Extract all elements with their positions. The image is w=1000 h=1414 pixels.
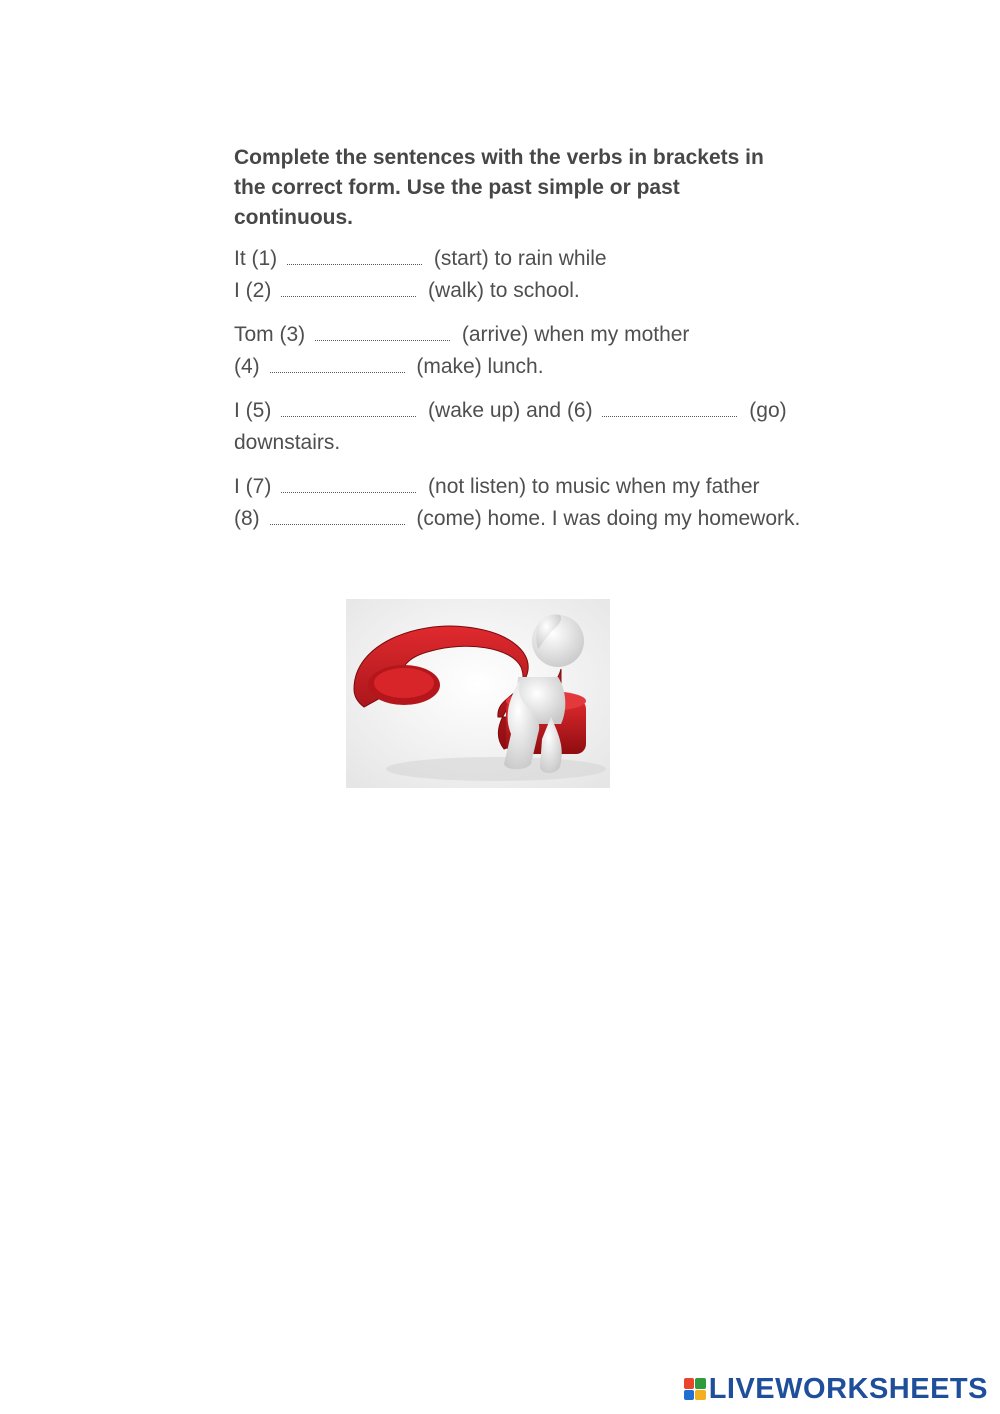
worksheet — [234, 143, 834, 547]
answer-blank-1[interactable] — [287, 246, 422, 265]
sentence-text: It (1) — [234, 247, 278, 270]
question-mark-person-icon — [346, 599, 610, 788]
sentence-text: (come) home. I was doing my homework. — [416, 507, 801, 530]
sentence-text: (8) — [234, 507, 260, 530]
brand-name: LIVEWORKSHEETS — [708, 1372, 988, 1405]
answer-blank-5[interactable] — [281, 398, 416, 417]
exercise-line — [234, 243, 834, 275]
sentence-text: (not listen) to music when my father — [428, 475, 760, 498]
sentence-text: Tom (3) — [234, 323, 306, 346]
exercise-line — [234, 471, 834, 503]
exercise-line — [234, 275, 834, 307]
answer-blank-6[interactable] — [602, 398, 737, 417]
sentence-text: (go) — [749, 399, 787, 422]
sentence-text: (wake up) and (6) — [428, 399, 593, 422]
answer-blank-7[interactable] — [281, 474, 416, 493]
exercise-line — [234, 395, 834, 427]
sentence-text: (4) — [234, 355, 260, 378]
sentence-text: downstairs. — [234, 431, 341, 454]
sentence-text: I (7) — [234, 475, 272, 498]
sentence-text: (make) lunch. — [416, 355, 544, 378]
exercise-line — [234, 319, 834, 351]
exercise-line — [234, 503, 834, 535]
liveworksheets-logo-icon — [684, 1378, 706, 1400]
sentence-text: I (2) — [234, 279, 272, 302]
thinking-person-illustration — [346, 599, 610, 788]
sentence-text: (walk) to school. — [428, 279, 580, 302]
sentence-text: (arrive) when my mother — [461, 323, 690, 346]
exercise-2 — [234, 319, 834, 383]
exercise-4 — [234, 471, 834, 535]
answer-blank-4[interactable] — [270, 354, 405, 373]
answer-blank-3[interactable] — [315, 322, 450, 341]
exercise-line — [234, 427, 834, 459]
liveworksheets-brand — [684, 1374, 988, 1404]
instructions: Complete the sentences with the verbs in brackets in the correct form. Use the past simple or past continuous. — [234, 146, 764, 229]
exercise-1 — [234, 243, 834, 307]
answer-blank-2[interactable] — [281, 278, 416, 297]
sentence-text: (start) to rain while — [433, 247, 607, 270]
answer-blank-8[interactable] — [270, 506, 405, 525]
exercise-3 — [234, 395, 834, 459]
sentence-text: I (5) — [234, 399, 272, 422]
exercise-line — [234, 351, 834, 383]
